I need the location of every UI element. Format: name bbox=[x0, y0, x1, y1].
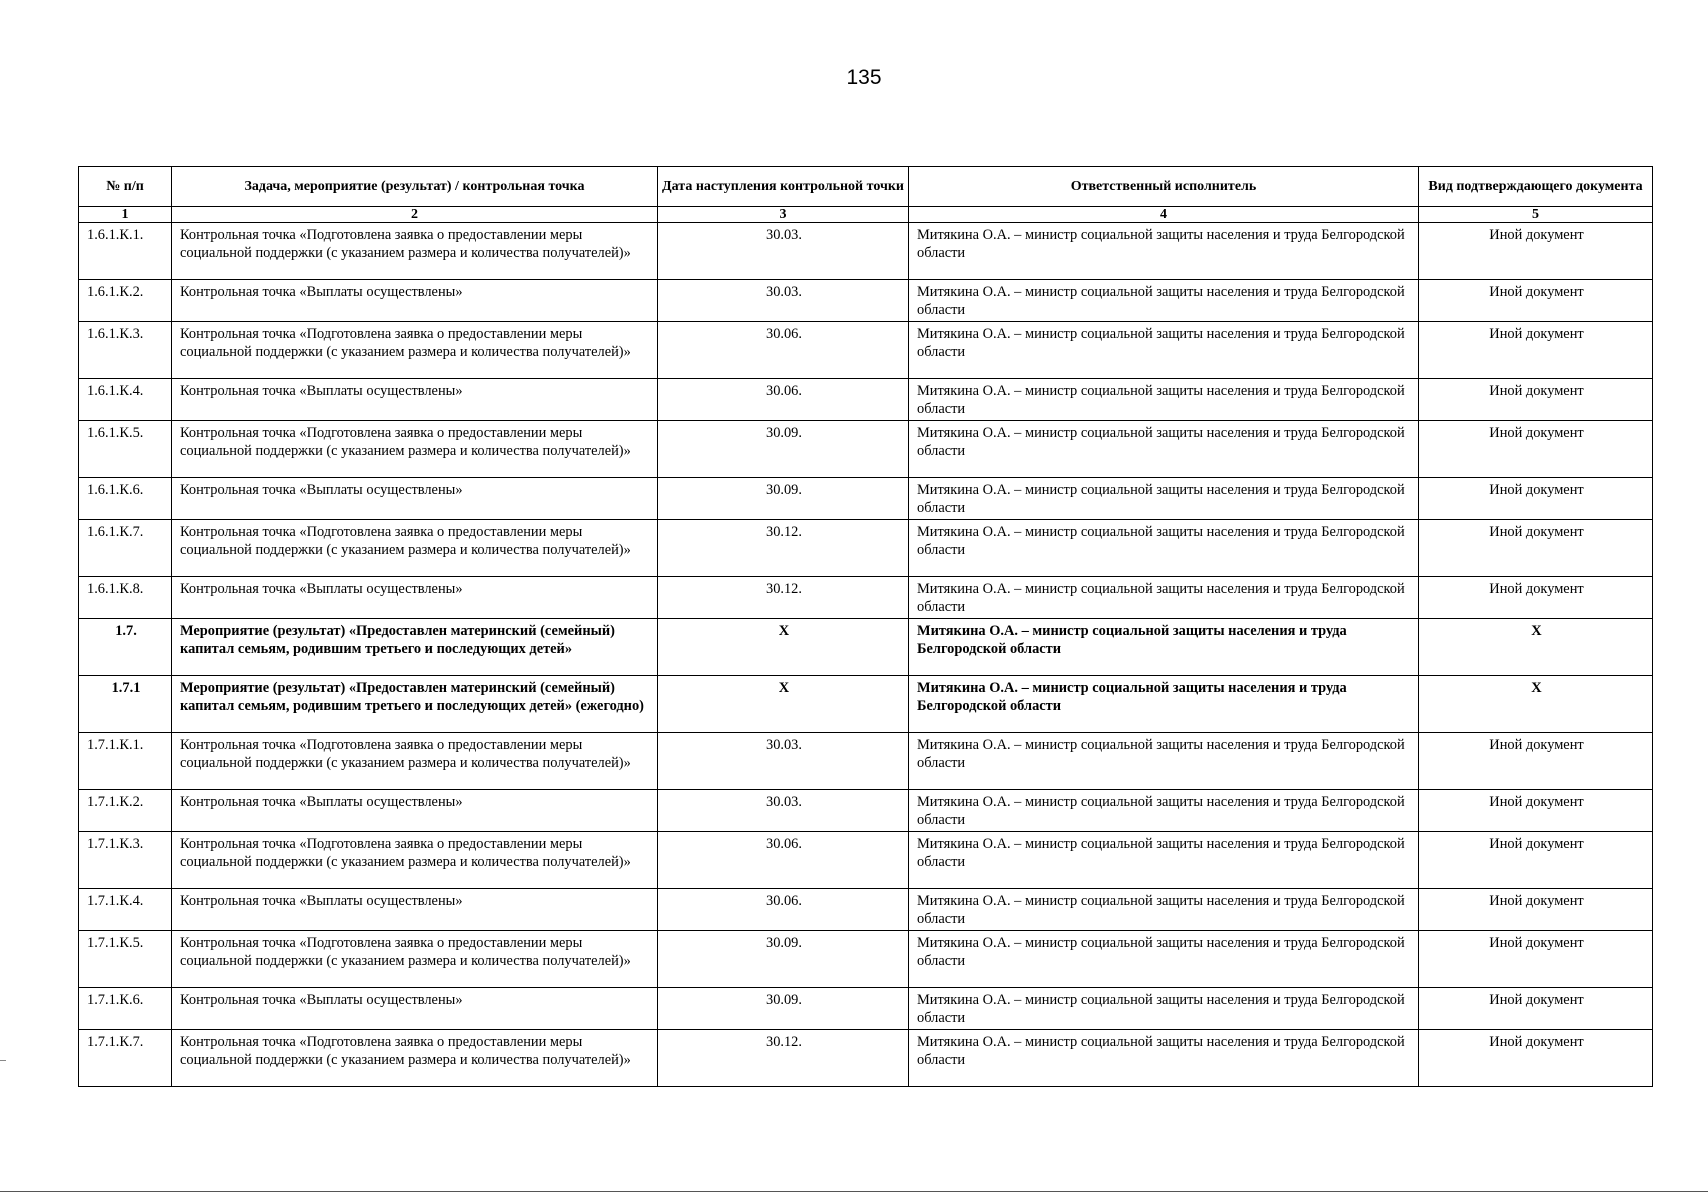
row-date: 30.12. bbox=[658, 1030, 909, 1087]
row-task: Контрольная точка «Выплаты осуществлены» bbox=[172, 379, 658, 421]
column-number: 1 bbox=[79, 207, 172, 223]
table-row bbox=[79, 931, 1653, 988]
row-document-type: Иной документ bbox=[1419, 790, 1653, 832]
row-document-type: X bbox=[1419, 676, 1653, 733]
row-responsible: Митякина О.А. – министр социальной защиты населения и труда Белгородской области bbox=[909, 790, 1419, 832]
row-date: 30.03. bbox=[658, 280, 909, 322]
column-number: 2 bbox=[172, 207, 658, 223]
table-row bbox=[79, 478, 1653, 520]
table-row bbox=[79, 1030, 1653, 1087]
row-responsible: Митякина О.А. – министр социальной защиты населения и труда Белгородской области bbox=[909, 619, 1419, 676]
row-task: Контрольная точка «Подготовлена заявка о предоставлении меры социальной поддержки (с указанием размера и количества получателей)» bbox=[172, 733, 658, 790]
table-row bbox=[79, 889, 1653, 931]
row-number: 1.7.1 bbox=[79, 676, 172, 733]
row-document-type: Иной документ bbox=[1419, 1030, 1653, 1087]
row-date: 30.03. bbox=[658, 223, 909, 280]
row-task: Контрольная точка «Подготовлена заявка о предоставлении меры социальной поддержки (с указанием размера и количества получателей)» bbox=[172, 832, 658, 889]
row-task: Мероприятие (результат) «Предоставлен материнский (семейный) капитал семьям, родившим третьего и последующих детей» (ежегодно) bbox=[172, 676, 658, 733]
table-row bbox=[79, 520, 1653, 577]
row-task: Контрольная точка «Выплаты осуществлены» bbox=[172, 790, 658, 832]
row-number: 1.6.1.К.5. bbox=[79, 421, 172, 478]
header-responsible: Ответственный исполнитель bbox=[909, 167, 1419, 207]
row-document-type: Иной документ bbox=[1419, 988, 1653, 1030]
row-date: X bbox=[658, 676, 909, 733]
header-number: № п/п bbox=[79, 167, 172, 207]
row-responsible: Митякина О.А. – министр социальной защиты населения и труда Белгородской области bbox=[909, 223, 1419, 280]
row-number: 1.7.1.К.2. bbox=[79, 790, 172, 832]
row-document-type: Иной документ bbox=[1419, 889, 1653, 931]
row-responsible: Митякина О.А. – министр социальной защиты населения и труда Белгородской области bbox=[909, 421, 1419, 478]
row-responsible: Митякина О.А. – министр социальной защиты населения и труда Белгородской области bbox=[909, 832, 1419, 889]
column-number: 4 bbox=[909, 207, 1419, 223]
table-header-row bbox=[79, 167, 1653, 207]
column-number-row bbox=[79, 207, 1653, 223]
row-date: 30.06. bbox=[658, 889, 909, 931]
row-date: 30.06. bbox=[658, 379, 909, 421]
row-number: 1.7.1.К.7. bbox=[79, 1030, 172, 1087]
row-date: 30.06. bbox=[658, 832, 909, 889]
row-task: Контрольная точка «Выплаты осуществлены» bbox=[172, 889, 658, 931]
row-document-type: Иной документ bbox=[1419, 223, 1653, 280]
activities-table bbox=[78, 166, 1653, 1087]
row-date: 30.03. bbox=[658, 733, 909, 790]
row-number: 1.7.1.К.6. bbox=[79, 988, 172, 1030]
table-row bbox=[79, 676, 1653, 733]
row-date: X bbox=[658, 619, 909, 676]
row-number: 1.7.1.К.5. bbox=[79, 931, 172, 988]
row-number: 1.7.1.К.4. bbox=[79, 889, 172, 931]
table-row bbox=[79, 379, 1653, 421]
row-responsible: Митякина О.А. – министр социальной защиты населения и труда Белгородской области bbox=[909, 478, 1419, 520]
table-row bbox=[79, 421, 1653, 478]
row-responsible: Митякина О.А. – министр социальной защиты населения и труда Белгородской области bbox=[909, 889, 1419, 931]
row-task: Контрольная точка «Подготовлена заявка о предоставлении меры социальной поддержки (с указанием размера и количества получателей)» bbox=[172, 520, 658, 577]
table-row bbox=[79, 280, 1653, 322]
header-date: Дата наступления контрольной точки bbox=[658, 167, 909, 207]
row-document-type: X bbox=[1419, 619, 1653, 676]
row-date: 30.06. bbox=[658, 322, 909, 379]
row-number: 1.6.1.К.8. bbox=[79, 577, 172, 619]
row-task: Контрольная точка «Подготовлена заявка о предоставлении меры социальной поддержки (с указанием размера и количества получателей)» bbox=[172, 223, 658, 280]
row-number: 1.6.1.К.6. bbox=[79, 478, 172, 520]
row-document-type: Иной документ bbox=[1419, 832, 1653, 889]
row-task: Контрольная точка «Подготовлена заявка о предоставлении меры социальной поддержки (с указанием размера и количества получателей)» bbox=[172, 1030, 658, 1087]
row-date: 30.09. bbox=[658, 478, 909, 520]
row-document-type: Иной документ bbox=[1419, 379, 1653, 421]
table-row bbox=[79, 619, 1653, 676]
row-document-type: Иной документ bbox=[1419, 322, 1653, 379]
column-number: 5 bbox=[1419, 207, 1653, 223]
row-task: Контрольная точка «Выплаты осуществлены» bbox=[172, 478, 658, 520]
table-row bbox=[79, 988, 1653, 1030]
row-document-type: Иной документ bbox=[1419, 421, 1653, 478]
row-number: 1.6.1.К.4. bbox=[79, 379, 172, 421]
row-number: 1.6.1.К.1. bbox=[79, 223, 172, 280]
row-date: 30.12. bbox=[658, 577, 909, 619]
table-row bbox=[79, 577, 1653, 619]
row-document-type: Иной документ bbox=[1419, 931, 1653, 988]
row-responsible: Митякина О.А. – министр социальной защиты населения и труда Белгородской области bbox=[909, 733, 1419, 790]
row-task: Контрольная точка «Подготовлена заявка о предоставлении меры социальной поддержки (с указанием размера и количества получателей)» bbox=[172, 322, 658, 379]
table-row bbox=[79, 832, 1653, 889]
column-number: 3 bbox=[658, 207, 909, 223]
row-date: 30.03. bbox=[658, 790, 909, 832]
row-responsible: Митякина О.А. – министр социальной защиты населения и труда Белгородской области bbox=[909, 280, 1419, 322]
row-responsible: Митякина О.А. – министр социальной защиты населения и труда Белгородской области bbox=[909, 577, 1419, 619]
row-responsible: Митякина О.А. – министр социальной защиты населения и труда Белгородской области bbox=[909, 520, 1419, 577]
table-row bbox=[79, 223, 1653, 280]
table-row bbox=[79, 733, 1653, 790]
row-task: Контрольная точка «Выплаты осуществлены» bbox=[172, 577, 658, 619]
row-date: 30.09. bbox=[658, 931, 909, 988]
row-document-type: Иной документ bbox=[1419, 577, 1653, 619]
row-responsible: Митякина О.А. – министр социальной защиты населения и труда Белгородской области bbox=[909, 931, 1419, 988]
row-responsible: Митякина О.А. – министр социальной защиты населения и труда Белгородской области bbox=[909, 379, 1419, 421]
row-task: Контрольная точка «Подготовлена заявка о предоставлении меры социальной поддержки (с указанием размера и количества получателей)» bbox=[172, 931, 658, 988]
row-responsible: Митякина О.А. – министр социальной защиты населения и труда Белгородской области bbox=[909, 1030, 1419, 1087]
header-task: Задача, мероприятие (результат) / контрольная точка bbox=[172, 167, 658, 207]
table-row bbox=[79, 790, 1653, 832]
row-task: Контрольная точка «Выплаты осуществлены» bbox=[172, 988, 658, 1030]
row-number: 1.6.1.К.3. bbox=[79, 322, 172, 379]
row-responsible: Митякина О.А. – министр социальной защиты населения и труда Белгородской области bbox=[909, 988, 1419, 1030]
row-responsible: Митякина О.А. – министр социальной защиты населения и труда Белгородской области bbox=[909, 322, 1419, 379]
margin-mark bbox=[0, 1060, 6, 1061]
table-row bbox=[79, 322, 1653, 379]
row-document-type: Иной документ bbox=[1419, 280, 1653, 322]
table-body bbox=[79, 223, 1653, 1087]
row-document-type: Иной документ bbox=[1419, 733, 1653, 790]
row-number: 1.7.1.К.3. bbox=[79, 832, 172, 889]
row-date: 30.09. bbox=[658, 988, 909, 1030]
row-number: 1.7.1.К.1. bbox=[79, 733, 172, 790]
row-number: 1.7. bbox=[79, 619, 172, 676]
row-document-type: Иной документ bbox=[1419, 478, 1653, 520]
bottom-rule bbox=[0, 1191, 1708, 1192]
row-date: 30.12. bbox=[658, 520, 909, 577]
row-task: Контрольная точка «Выплаты осуществлены» bbox=[172, 280, 658, 322]
row-document-type: Иной документ bbox=[1419, 520, 1653, 577]
row-responsible: Митякина О.А. – министр социальной защиты населения и труда Белгородской области bbox=[909, 676, 1419, 733]
page-number: 135 bbox=[846, 66, 882, 89]
row-number: 1.6.1.К.2. bbox=[79, 280, 172, 322]
row-number: 1.6.1.К.7. bbox=[79, 520, 172, 577]
row-task: Контрольная точка «Подготовлена заявка о предоставлении меры социальной поддержки (с указанием размера и количества получателей)» bbox=[172, 421, 658, 478]
row-date: 30.09. bbox=[658, 421, 909, 478]
row-task: Мероприятие (результат) «Предоставлен материнский (семейный) капитал семьям, родившим третьего и последующих детей» bbox=[172, 619, 658, 676]
header-document-type: Вид подтверждающего документа bbox=[1419, 167, 1653, 207]
